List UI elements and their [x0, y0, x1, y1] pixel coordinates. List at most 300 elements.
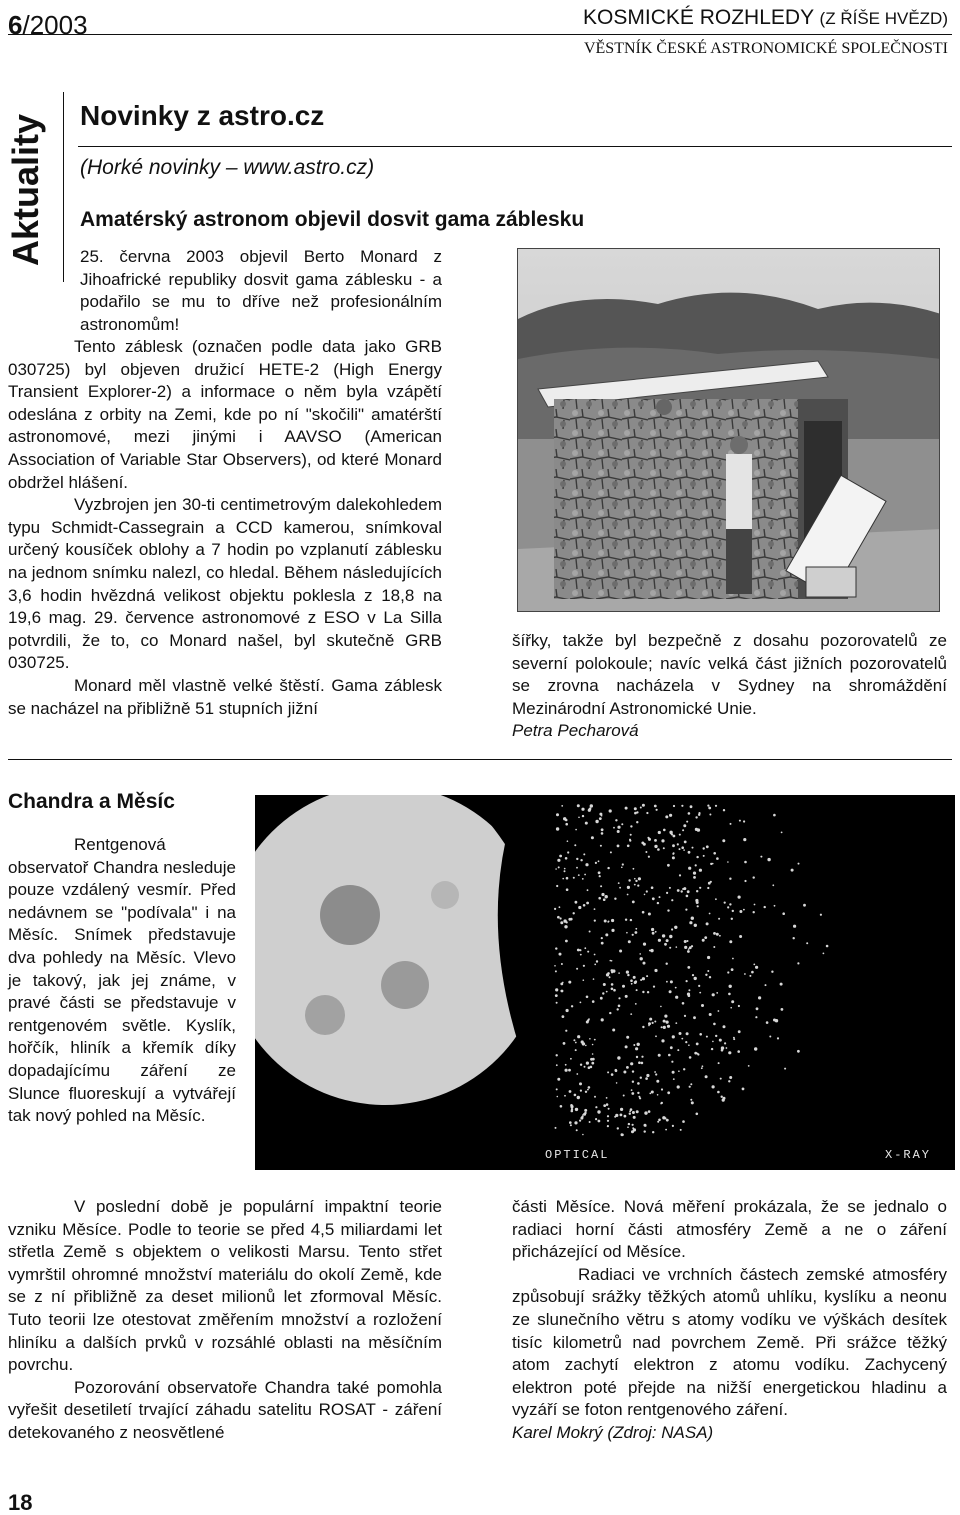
xray-photon-dot: [754, 904, 756, 906]
xray-photon-dot: [707, 805, 709, 807]
section-title: Novinky z astro.cz: [80, 100, 325, 131]
xray-photon-dot: [574, 1121, 577, 1124]
paragraph: Monard měl vlastně velké štěstí. Gama záblesk se nacházel na přibližně 51 stupních jižní: [8, 675, 442, 718]
xray-photon-dot: [583, 904, 586, 907]
xray-photon-dot: [715, 805, 717, 807]
xray-photon-dot: [695, 828, 698, 831]
xray-photon-dot: [738, 1030, 741, 1033]
xray-photon-dot: [627, 886, 630, 889]
xray-photon-dot: [627, 974, 629, 976]
xray-photon-dot: [693, 872, 696, 875]
xray-photon-dot: [670, 980, 673, 983]
xray-photon-dot: [627, 1126, 629, 1128]
xray-photon-dot: [666, 963, 668, 965]
xray-photon-dot: [661, 1102, 663, 1104]
xray-photon-dot: [595, 820, 598, 823]
xray-photon-dot: [573, 877, 575, 879]
xray-photon-dot: [607, 1115, 609, 1117]
xray-label: X-RAY: [885, 1148, 932, 1162]
xray-photon-dot: [584, 1066, 586, 1068]
xray-photon-dot: [598, 860, 600, 862]
xray-photon-dot: [583, 853, 585, 855]
xray-photon-dot: [646, 812, 648, 814]
xray-photon-dot: [661, 1039, 664, 1042]
xray-photon-dot: [617, 845, 620, 848]
xray-photon-dot: [694, 924, 697, 927]
xray-photon-dot: [619, 887, 621, 889]
magazine-title: KOSMICKÉ ROZHLEDY (Z ŘÍŠE HVĚZD): [583, 6, 948, 29]
xray-photon-dot: [661, 1026, 663, 1028]
xray-photon-dot: [665, 815, 668, 818]
xray-photon-dot: [578, 817, 580, 819]
xray-photon-dot: [621, 1133, 624, 1136]
xray-photon-dot: [655, 1073, 657, 1075]
xray-photon-dot: [601, 832, 604, 835]
xray-photon-dot: [580, 859, 582, 861]
xray-photon-dot: [582, 1134, 584, 1136]
xray-photon-dot: [574, 1094, 577, 1097]
xray-photon-dot: [611, 988, 614, 991]
xray-photon-dot: [755, 1016, 757, 1018]
xray-photon-dot: [570, 1058, 572, 1060]
xray-photon-dot: [597, 1110, 600, 1113]
xray-photon-dot: [617, 1056, 620, 1059]
xray-photon-dot: [628, 1123, 630, 1125]
xray-photon-dot: [577, 1096, 580, 1099]
xray-photon-dot: [688, 851, 691, 854]
xray-photon-dot: [557, 916, 560, 919]
xray-photon-dot: [606, 1104, 608, 1106]
xray-photon-dot: [579, 1082, 582, 1085]
xray-photon-dot: [681, 846, 684, 849]
xray-photon-dot: [713, 852, 716, 855]
xray-photon-dot: [744, 880, 746, 882]
xray-photon-dot: [638, 877, 641, 880]
xray-photon-dot: [706, 845, 709, 848]
xray-photon-dot: [675, 996, 678, 999]
xray-photon-dot: [658, 1119, 661, 1122]
xray-photon-dot: [781, 832, 783, 834]
xray-photon-dot: [713, 1023, 716, 1026]
xray-photon-dot: [625, 1045, 628, 1048]
xray-photon-dot: [601, 815, 603, 817]
xray-photon-dot: [715, 1035, 717, 1037]
xray-photon-dot: [667, 864, 670, 867]
xray-photon-dot: [556, 813, 559, 816]
xray-photon-dot: [611, 983, 614, 986]
optical-label: OPTICAL: [545, 1148, 610, 1162]
xray-photon-dot: [728, 993, 731, 996]
xray-photon-dot: [654, 1071, 656, 1073]
xray-photon-dot: [739, 935, 742, 938]
xray-photon-dot: [557, 859, 560, 862]
xray-photon-dot: [671, 1061, 673, 1063]
xray-photon-dot: [719, 1039, 722, 1042]
xray-photon-dot: [649, 1018, 652, 1021]
xray-photon-dot: [635, 928, 637, 930]
xray-photon-dot: [718, 1062, 720, 1064]
xray-photon-dot: [744, 973, 746, 975]
xray-photon-dot: [729, 985, 732, 988]
xray-photon-dot: [673, 835, 676, 838]
xray-photon-dot: [754, 1047, 757, 1050]
xray-photon-dot: [721, 1096, 723, 1098]
xray-photon-dot: [560, 1105, 563, 1108]
xray-photon-dot: [753, 876, 755, 878]
xray-photon-dot: [645, 851, 647, 853]
xray-photon-dot: [739, 820, 741, 822]
xray-photon-dot: [630, 834, 632, 836]
xray-photon-dot: [664, 1015, 667, 1018]
xray-photon-dot: [554, 965, 556, 967]
xray-photon-dot: [593, 978, 595, 980]
xray-photon-dot: [793, 937, 795, 939]
xray-photon-dot: [565, 819, 568, 822]
xray-photon-dot: [611, 929, 614, 932]
xray-photon-dot: [722, 839, 725, 842]
xray-photon-dot: [707, 970, 709, 972]
xray-photon-dot: [702, 939, 705, 942]
xray-photon-dot: [706, 1036, 708, 1038]
xray-photon-dot: [687, 950, 690, 953]
xray-photon-dot: [784, 1068, 786, 1070]
xray-photon-dot: [600, 885, 602, 887]
xray-photon-dot: [600, 845, 602, 847]
xray-photon-dot: [696, 1113, 699, 1116]
xray-photon-dot: [630, 1108, 633, 1111]
xray-photon-dot: [649, 950, 651, 952]
xray-photon-dot: [690, 805, 693, 808]
xray-photon-dot: [632, 1124, 634, 1126]
xray-photon-dot: [635, 931, 638, 934]
xray-photon-dot: [672, 844, 675, 847]
xray-photon-dot: [645, 1077, 648, 1080]
xray-photon-dot: [729, 878, 731, 880]
xray-photon-dot: [599, 875, 601, 877]
xray-photon-dot: [614, 898, 616, 900]
xray-photon-dot: [636, 989, 638, 991]
xray-photon-dot: [823, 953, 825, 955]
xray-photon-dot: [687, 940, 689, 942]
paragraph: Vyzbrojen jen 30-ti centimetrovým dalekohledem typu Schmidt-Cassegrain a CCD kamerou, snímkoval určený kousíček oblohy a 7 hodin po vzplanutí záblesku na jednom snímku nalezl, co hledal. Během následujících 3,6 hodin hvězdná velikost objektu poklesla z 18,8 na 19,6 mag. 29. července astronomové z ESO v La Silla potvrdili, že to, co Monard našel, byl skutečně GRB 030725.: [8, 495, 442, 673]
xray-photon-dot: [561, 963, 563, 965]
xray-photon-dot: [651, 928, 654, 931]
xray-photon-dot: [569, 1121, 572, 1124]
xray-photon-dot: [605, 933, 608, 936]
xray-photon-dot: [599, 817, 602, 820]
xray-photon-dot: [617, 826, 620, 829]
xray-photon-dot: [581, 1040, 584, 1043]
xray-photon-dot: [637, 1092, 639, 1094]
xray-photon-dot: [609, 809, 612, 812]
xray-photon-dot: [623, 1071, 626, 1074]
xray-photon-dot: [658, 1054, 661, 1057]
xray-photon-dot: [557, 1096, 559, 1098]
xray-photon-dot: [704, 936, 707, 939]
xray-photon-dot: [565, 1030, 567, 1032]
xray-photon-dot: [670, 1046, 673, 1049]
xray-photon-dot: [738, 896, 741, 899]
xray-photon-dot: [648, 1110, 651, 1113]
xray-photon-dot: [791, 869, 794, 872]
article-body-left: [8, 1196, 442, 1445]
xray-photon-dot: [571, 1005, 573, 1007]
xray-photon-dot: [743, 909, 745, 911]
xray-photon-dot: [797, 1050, 800, 1053]
xray-photon-dot: [699, 887, 701, 889]
xray-photon-dot: [583, 979, 585, 981]
xray-photon-dot: [780, 983, 783, 986]
xray-photon-dot: [614, 1116, 616, 1118]
xray-photon-dot: [637, 885, 639, 887]
xray-photon-dot: [556, 1054, 558, 1056]
xray-photon-dot: [603, 983, 606, 986]
xray-photon-dot: [640, 807, 642, 809]
xray-photon-dot: [698, 985, 700, 987]
xray-photon-dot: [556, 827, 559, 830]
xray-photon-dot: [644, 1125, 646, 1127]
xray-photon-dot: [594, 954, 596, 956]
xray-photon-dot: [685, 909, 687, 911]
xray-photon-dot: [643, 943, 646, 946]
xray-photon-dot: [659, 896, 661, 898]
xray-photon-dot: [654, 805, 657, 808]
xray-photon-dot: [555, 988, 558, 991]
xray-photon-dot: [696, 1043, 699, 1046]
xray-photon-dot: [631, 1089, 633, 1091]
xray-photon-dot: [580, 1064, 582, 1066]
xray-photon-dot: [595, 1118, 597, 1120]
xray-photon-dot: [649, 1093, 651, 1095]
xray-photon-dot: [580, 1090, 582, 1092]
xray-photon-dot: [621, 823, 623, 825]
xray-photon-dot: [576, 858, 578, 860]
xray-photon-dot: [581, 1116, 583, 1118]
xray-photon-dot: [662, 934, 665, 937]
xray-photon-dot: [744, 861, 747, 864]
article-intro: 25. června 2003 objevil Berto Monard z Jihoafrické republiky dosvit gama záblesku - a podařilo se mu to dříve než profesionálním astronomům!: [80, 247, 442, 334]
xray-photon-dot: [613, 989, 616, 992]
xray-photon-dot: [622, 985, 625, 988]
paragraph: Radiaci ve vrchních částech zemské atmosféry způsobují srážky těžkých atomů uhlíku, kyslíku a neonu ze slunečního větru s atomy vodíku ve výškách desítek tisíc kilometrů nad povrchem Země. Při srážce těžký atom zachytí elektron z atomu vodíku. Zachycený elektron poté přejde na nižší energetickou hladinu a vyzáří se foton rentgenového záření.: [512, 1264, 947, 1420]
xray-photon-dot: [688, 948, 690, 950]
xray-photon-dot: [699, 992, 701, 994]
xray-photon-dot: [652, 932, 655, 935]
xray-photon-dot: [727, 971, 729, 973]
xray-photon-dot: [691, 1101, 694, 1104]
xray-photon-dot: [712, 863, 714, 865]
xray-photon-dot: [555, 1127, 557, 1129]
xray-photon-dot: [695, 864, 697, 866]
xray-photon-dot: [654, 969, 657, 972]
xray-photon-dot: [690, 1083, 692, 1085]
xray-photon-dot: [635, 1003, 637, 1005]
xray-photon-dot: [666, 1021, 669, 1024]
xray-photon-dot: [657, 848, 660, 851]
xray-photon-dot: [826, 945, 829, 948]
xray-photon-dot: [623, 1095, 625, 1097]
xray-photon-dot: [618, 972, 620, 974]
xray-photon-dot: [568, 1069, 571, 1072]
xray-photon-dot: [615, 1069, 618, 1072]
xray-photon-dot: [777, 1037, 779, 1039]
xray-photon-dot: [683, 1068, 685, 1070]
xray-photon-dot: [594, 964, 596, 966]
xray-photon-dot: [585, 863, 588, 866]
xray-photon-dot: [565, 1069, 568, 1072]
xray-photon-dot: [713, 932, 716, 935]
xray-photon-dot: [774, 905, 776, 907]
xray-photon-dot: [729, 1076, 732, 1079]
xray-photon-dot: [775, 1019, 778, 1022]
xray-photon-dot: [644, 1111, 647, 1114]
xray-photon-dot: [671, 928, 673, 930]
xray-photon-dot: [559, 953, 562, 956]
xray-photon-dot: [657, 1121, 659, 1123]
xray-photon-dot: [686, 980, 688, 982]
xray-photon-dot: [633, 868, 635, 870]
xray-photon-dot: [684, 940, 687, 943]
xray-photon-dot: [666, 939, 669, 942]
xray-photon-dot: [620, 1114, 623, 1117]
xray-photon-dot: [677, 889, 680, 892]
xray-photon-dot: [654, 845, 657, 848]
xray-photon-dot: [554, 908, 556, 910]
xray-photon-dot: [699, 1033, 702, 1036]
xray-photon-dot: [555, 994, 558, 997]
xray-photon-dot: [570, 918, 573, 921]
xray-photon-dot: [716, 857, 719, 860]
article-divider: [8, 759, 952, 760]
xray-photon-dot: [724, 1042, 726, 1044]
xray-photon-dot: [566, 1009, 569, 1012]
xray-photon-dot: [743, 838, 746, 841]
xray-photon-dot: [622, 863, 624, 865]
xray-photon-dot: [731, 968, 734, 971]
xray-photon-dot: [589, 808, 592, 811]
xray-photon-dot: [612, 1029, 615, 1032]
xray-photon-dot: [718, 1010, 720, 1012]
xray-photon-dot: [617, 1008, 619, 1010]
xray-photon-dot: [610, 851, 612, 853]
paragraph: Pozorování observatoře Chandra také pomohla vyřešit desetiletí trvající záhadu satelitu ROSAT - záření detekovaného z neosvětlené: [8, 1377, 442, 1442]
xray-photon-dot: [584, 947, 586, 949]
xray-photon-dot: [575, 829, 577, 831]
xray-photon-dot: [686, 1032, 689, 1035]
xray-photon-dot: [635, 980, 638, 983]
xray-photon-dot: [601, 828, 604, 831]
xray-photon-dot: [765, 984, 767, 986]
xray-photon-dot: [641, 1056, 643, 1058]
paragraph: Rentgenová observatoř Chandra nesleduje pouze vzdálený vesmír. Před nedávnem se "podívala" i na Měsíc. Snímek představuje dva pohledy na Měsíc. Vlevo je takový, jak jej známe, v pravé části se představuje v rentgenovém světle. Kyslík, hořčík, hliník a křemík díky dopadajícímu záření ze Slunce fluoreskují a vytvářejí tak nový pohled na Měsíc.: [8, 835, 236, 1126]
xray-photon-dot: [666, 981, 668, 983]
xray-photon-dot: [577, 949, 580, 952]
xray-photon-dot: [564, 870, 566, 872]
xray-photon-dot: [638, 1061, 641, 1064]
xray-photon-dot: [672, 1125, 674, 1127]
xray-photon-dot: [693, 876, 696, 879]
xray-photon-dot: [738, 1005, 740, 1007]
xray-photon-dot: [656, 1080, 659, 1083]
xray-photon-dot: [661, 839, 664, 842]
xray-photon-dot: [701, 1067, 703, 1069]
xray-photon-dot: [594, 1039, 596, 1041]
xray-photon-dot: [584, 1112, 586, 1114]
xray-photon-dot: [586, 996, 589, 999]
xray-photon-dot: [764, 906, 766, 908]
xray-photon-dot: [633, 1116, 636, 1119]
xray-photon-dot: [739, 910, 742, 913]
xray-photon-dot: [737, 1050, 740, 1053]
xray-photon-dot: [669, 814, 672, 817]
xray-photon-dot: [561, 805, 563, 807]
xray-photon-dot: [688, 1044, 690, 1046]
xray-photon-dot: [559, 906, 561, 908]
xray-photon-dot: [658, 939, 661, 942]
xray-photon-dot: [709, 814, 711, 816]
xray-photon-dot: [648, 1022, 651, 1025]
xray-photon-dot: [689, 1056, 692, 1059]
xray-photon-dot: [751, 971, 754, 974]
xray-photon-dot: [573, 912, 575, 914]
xray-photon-dot: [568, 981, 571, 984]
xray-photon-dot: [656, 809, 658, 811]
xray-photon-dot: [629, 1113, 631, 1115]
xray-photon-dot: [687, 890, 690, 893]
xray-photon-dot: [684, 1015, 686, 1017]
xray-photon-dot: [642, 977, 645, 980]
paragraph: V poslední době je populární impaktní teorie vzniku Měsíce. Podle to teorie se před 4,5 miliardami let střetla Země s objektem o velikosti Marsu. Tento střet vymrštil ohromné množství materiálu do okolí Země, kde se z ní přibližně za deset milionů let zformoval Měsíc. Tuto teorii lze otestovat změřením množství a rozložení hliníku a dalších prvků v rozsáhlé oblasti na měsíčním povrchu.: [8, 1197, 442, 1375]
xray-photon-dot: [685, 1041, 687, 1043]
xray-photon-dot: [688, 867, 691, 870]
xray-photon-dot: [749, 975, 751, 977]
xray-photon-dot: [722, 1099, 725, 1102]
xray-photon-dot: [611, 1073, 614, 1076]
xray-photon-dot: [632, 1081, 634, 1083]
xray-photon-dot: [636, 1056, 638, 1058]
xray-photon-dot: [607, 1125, 609, 1127]
xray-photon-dot: [686, 895, 689, 898]
xray-photon-dot: [634, 884, 636, 886]
xray-photon-dot: [699, 869, 702, 872]
xray-photon-dot: [560, 983, 563, 986]
xray-photon-dot: [563, 919, 566, 922]
xray-photon-dot: [677, 1049, 679, 1051]
xray-photon-dot: [712, 1085, 715, 1088]
xray-photon-dot: [598, 1120, 601, 1123]
xray-photon-dot: [712, 993, 715, 996]
xray-photon-dot: [630, 979, 633, 982]
xray-photon-dot: [589, 1038, 591, 1040]
moon-image: [255, 795, 955, 1170]
xray-photon-dot: [586, 902, 589, 905]
xray-photon-dot: [664, 943, 667, 946]
xray-photon-dot: [592, 1000, 595, 1003]
xray-photon-dot: [627, 894, 629, 896]
xray-photon-dot: [625, 919, 627, 921]
xray-photon-dot: [710, 881, 712, 883]
xray-photon-dot: [607, 921, 609, 923]
xray-photon-dot: [580, 1002, 582, 1004]
xray-photon-dot: [672, 1035, 675, 1038]
xray-photon-dot: [636, 811, 638, 813]
article-title: Amatérský astronom objevil dosvit gama záblesku: [80, 208, 585, 231]
xray-photon-dot: [643, 843, 646, 846]
xray-photon-dot: [577, 1035, 580, 1038]
xray-photon-dot: [585, 822, 588, 825]
paragraph: Tento záblesk (označen podle data jako GRB 030725) byl objeven družicí HETE-2 (High Energy Transient Explorer-2) a informace o něm byla vzápětí odeslána z orbity na Zemi, kde po ní "skočili" amatérští astronomové, mezi jinými i AAVSO (American Association of Variable Star Observers), od které Monard obdržel hlášení.: [8, 337, 442, 492]
xray-photon-dot: [609, 1012, 611, 1014]
